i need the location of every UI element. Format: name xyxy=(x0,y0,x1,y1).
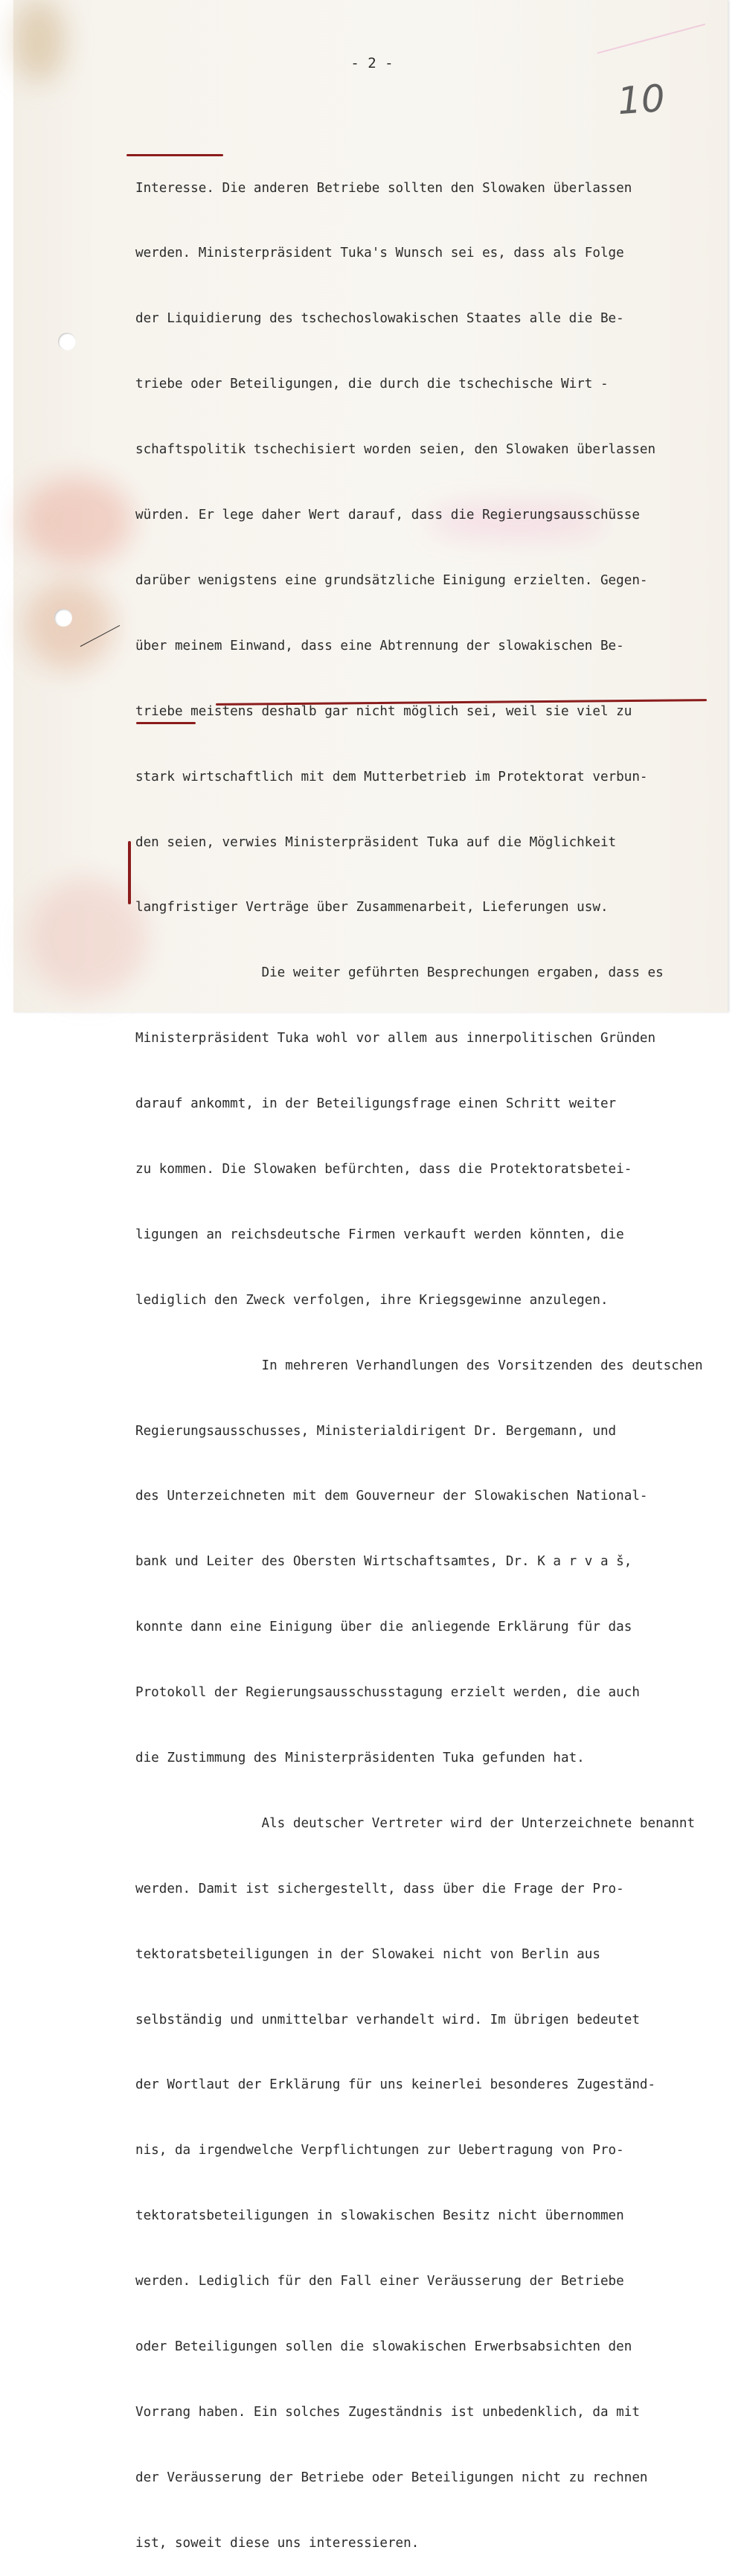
text-line: darauf ankommt, in der Beteiligungsfrage einen Schritt weiter xyxy=(135,1096,617,1112)
text-line: werden. Ministerpräsident Tuka's Wunsch sei es, dass als Folge xyxy=(135,246,624,261)
text-line: stark wirtschaftlich mit dem Mutterbetrieb im Protektorat verbun- xyxy=(135,769,648,784)
punch-hole xyxy=(54,609,72,627)
age-stain xyxy=(13,0,65,82)
text-line: bank und Leiter des Obersten Wirtschaftsamtes, Dr. K a r v a š, xyxy=(135,1554,632,1570)
text-line: lediglich den Zweck verfolgen, ihre Kriegsgewinne anzulegen. xyxy=(135,1292,609,1308)
text-line: Als deutscher Vertreter wird der Unterzeichnete benannt xyxy=(135,1815,696,1831)
text-line: In mehreren Verhandlungen des Vorsitzenden des deutschen xyxy=(135,1358,703,1373)
text-line: ist, soweit diese uns interessieren. xyxy=(135,2535,420,2551)
text-line: die Zustimmung des Ministerpräsidenten Tuka gefunden hat. xyxy=(135,1750,585,1765)
page-number: - 2 - xyxy=(350,55,394,71)
text-line: schaftspolitik tschechisiert worden seien, den Slowaken überlassen xyxy=(135,442,656,458)
text-line: triebe oder Beteiligungen, die durch die tschechische Wirt - xyxy=(135,377,609,392)
text-line: Vorrang haben. Ein solches Zugeständnis ist unbedenklich, da mit xyxy=(135,2404,640,2420)
text-line: werden. Damit ist sichergestellt, dass über die Frage der Pro- xyxy=(135,1881,624,1896)
text-line: ligungen an reichsdeutsche Firmen verkauft werden könnten, die xyxy=(135,1227,624,1242)
text-line: nis, da irgendwelche Verpflichtungen zur Uebertragung von Pro- xyxy=(135,2143,624,2158)
red-underline-mark xyxy=(126,154,223,156)
text-line: Regierungsausschusses, Ministerialdirigent Dr. Bergemann, und xyxy=(135,1423,617,1439)
text-line: langfristiger Verträge über Zusammenarbeit, Lieferungen usw. xyxy=(135,900,609,915)
age-stain xyxy=(21,476,132,566)
text-line: der Liquidierung des tschechoslowakischen Staates alle die Be- xyxy=(135,311,624,327)
text-line: werden. Lediglich für den Fall einer Veräusserung der Betriebe xyxy=(135,2274,624,2289)
text-line: der Wortlaut der Erklärung für uns keinerlei besonderes Zugeständ- xyxy=(135,2077,656,2093)
text-line: über meinem Einwand, dass eine Abtrennung der slowakischen Be- xyxy=(135,638,624,653)
text-line: Die weiter geführten Besprechungen ergaben, dass es xyxy=(135,965,664,981)
text-line: konnte dann eine Einigung über die anliegende Erklärung für das xyxy=(135,1620,632,1635)
age-stain xyxy=(25,581,114,670)
text-line: triebe meistens deshalb gar nicht möglich sei, weil sie viel zu xyxy=(135,703,632,719)
punch-hole xyxy=(58,333,76,351)
text-line: darüber wenigstens eine grundsätzliche Einigung erzielten. Gegen- xyxy=(135,572,648,588)
text-line: den seien, verwies Ministerpräsident Tuka auf die Möglichkeit xyxy=(135,834,617,850)
text-line: der Veräusserung der Betriebe oder Beteiligungen nicht zu rechnen xyxy=(135,2470,648,2485)
text-line: tektoratsbeteiligungen in slowakischen Besitz nicht übernommen xyxy=(135,2208,624,2224)
text-line: tektoratsbeteiligungen in der Slowakei nicht von Berlin aus xyxy=(135,1946,600,1962)
red-underline-mark xyxy=(136,722,196,724)
typed-body-text xyxy=(135,134,723,2576)
handwritten-folio-number: 10 xyxy=(616,76,667,124)
text-line: des Unterzeichneten mit dem Gouverneur der Slowakischen National- xyxy=(135,1489,648,1504)
text-line: Interesse. Die anderen Betriebe sollten den Slowaken überlassen xyxy=(135,180,632,196)
text-line: Protokoll der Regierungsausschusstagung erzielt werden, die auch xyxy=(135,1685,640,1701)
text-line: oder Beteiligungen sollen die slowakischen Erwerbsabsichten den xyxy=(135,2339,632,2354)
text-line: zu kommen. Die Slowaken befürchten, dass die Protektoratsbetei- xyxy=(135,1161,632,1177)
red-margin-bar xyxy=(128,841,131,904)
text-line: Ministerpräsident Tuka wohl vor allem aus innerpolitischen Gründen xyxy=(135,1031,656,1046)
text-line: würden. Er lege daher Wert darauf, dass die Regierungsausschüsse xyxy=(135,508,640,523)
text-line: selbständig und unmittelbar verhandelt wird. Im übrigen bedeutet xyxy=(135,2012,640,2027)
